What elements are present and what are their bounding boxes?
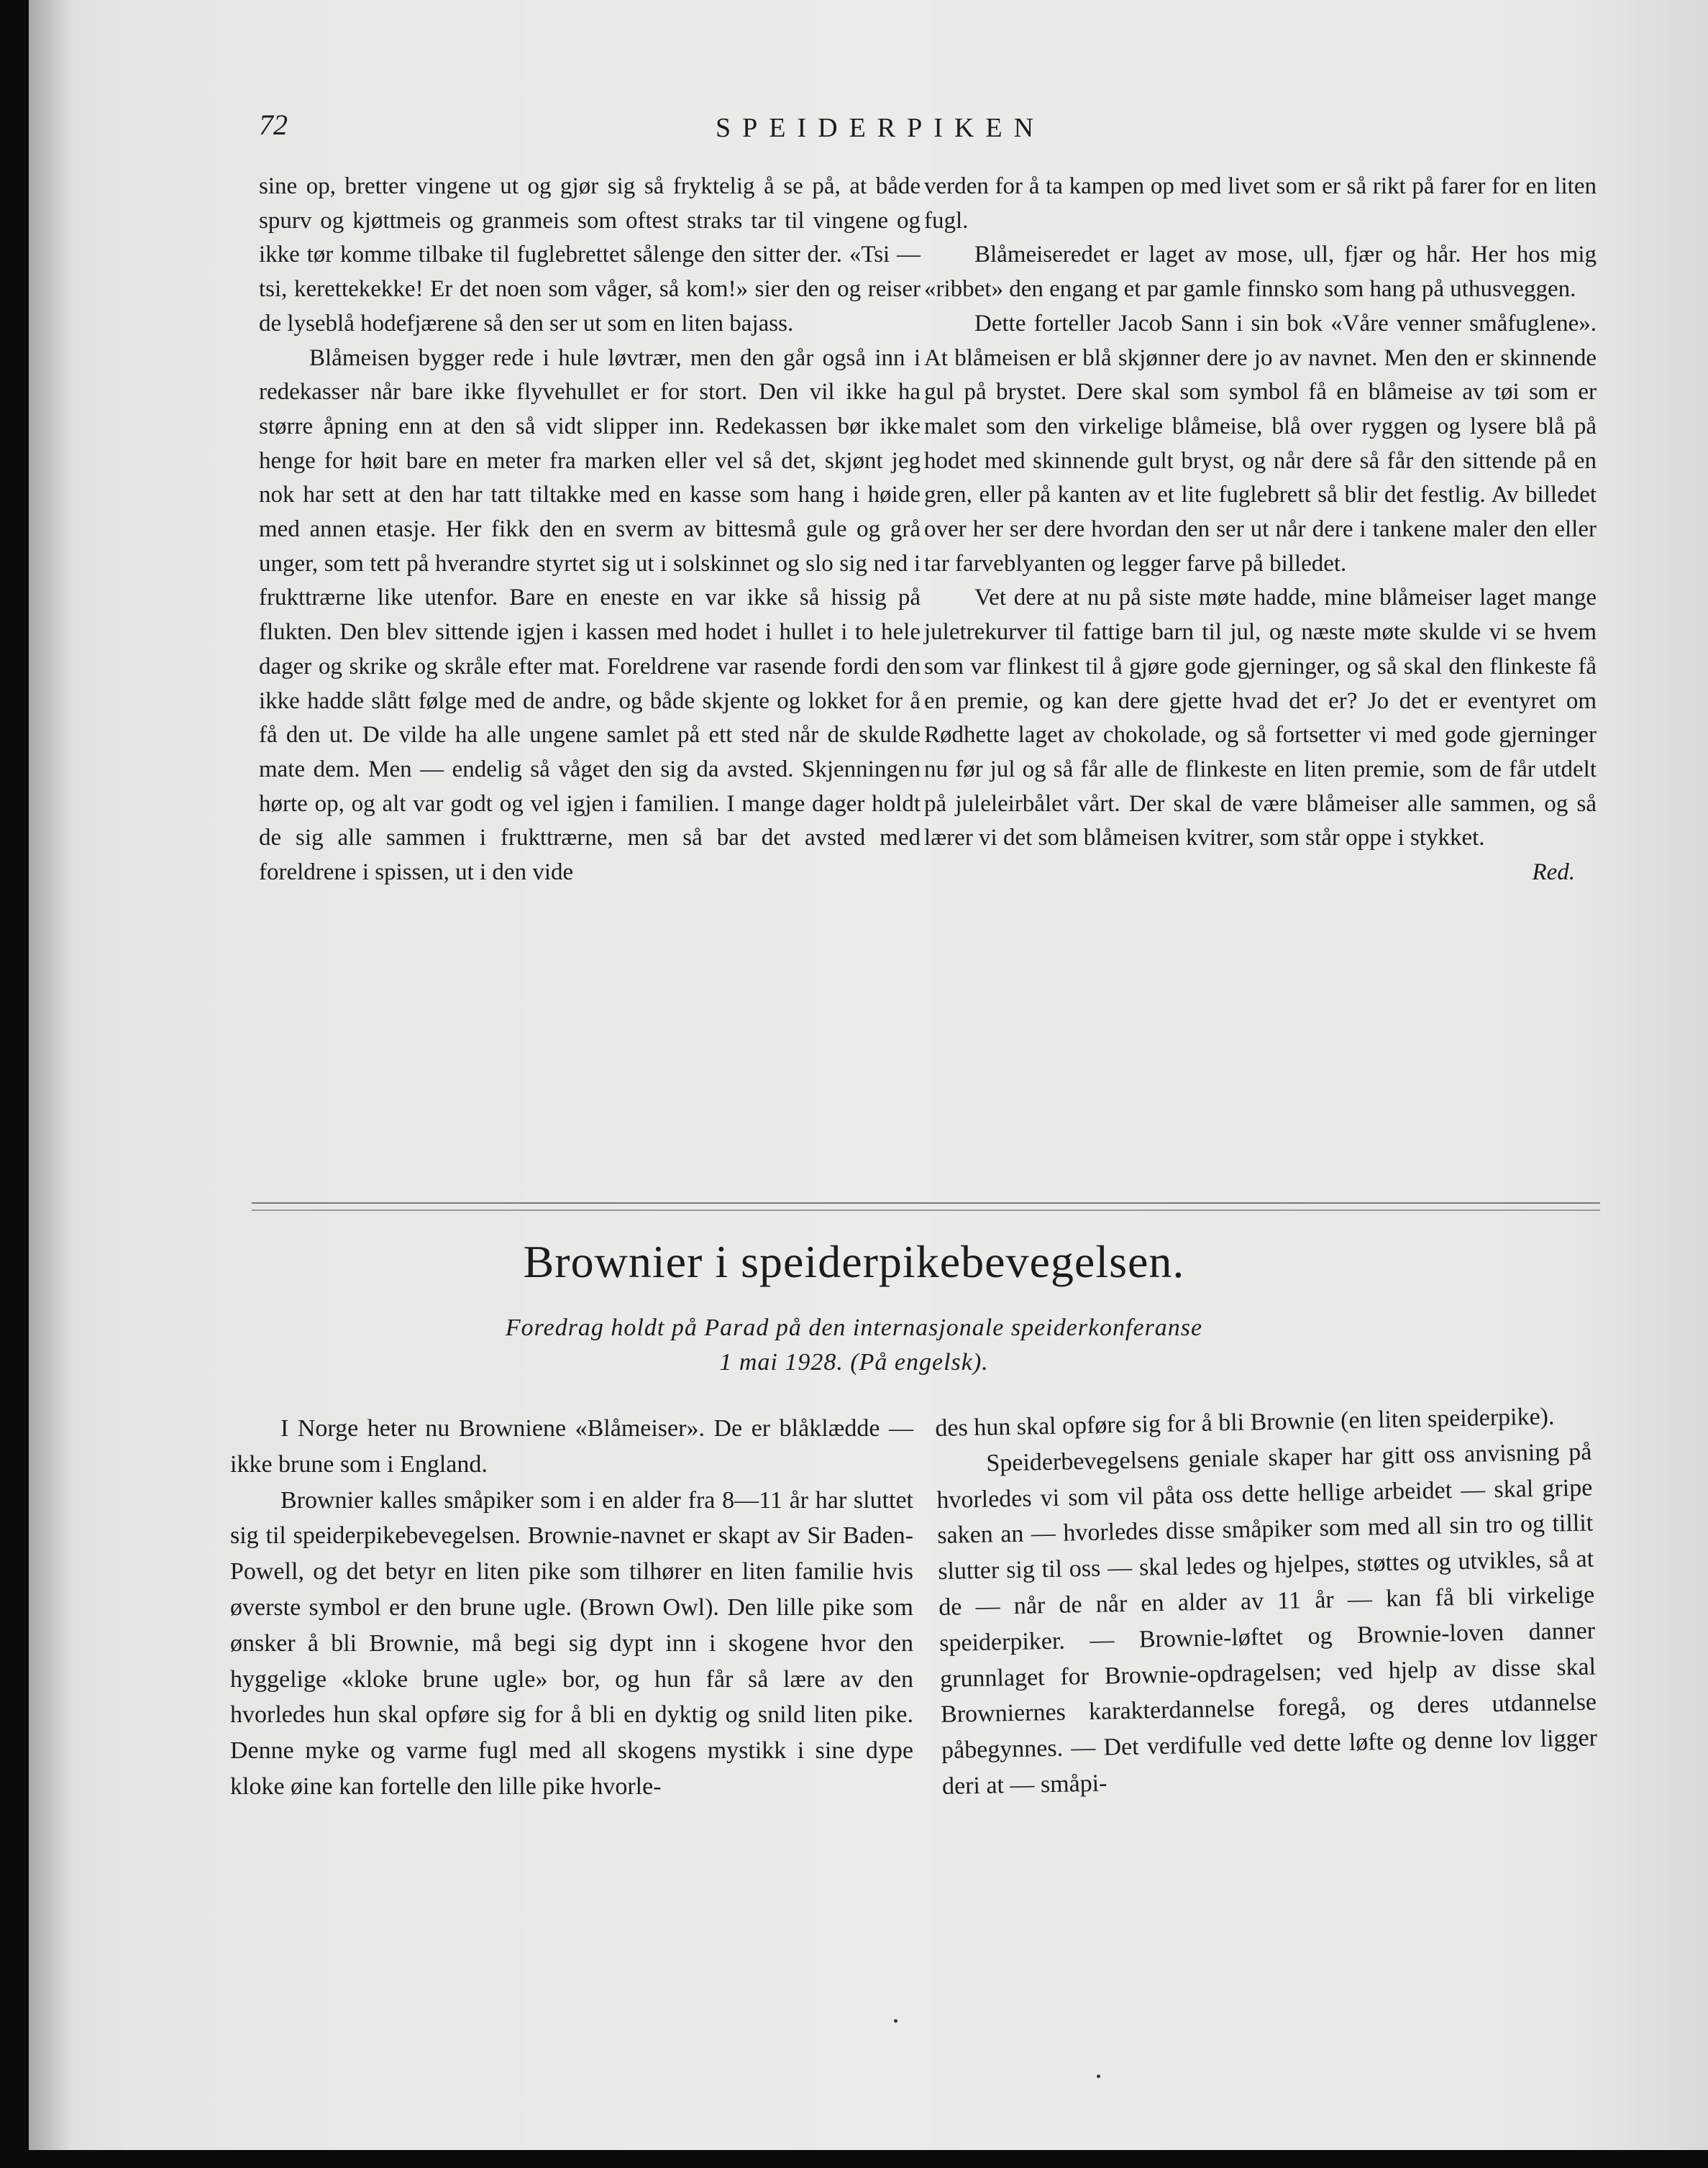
article-subtitle-line-1: Foredrag holdt på Parad på den internasjonale speiderkonferanse [505,1314,1203,1341]
article-subtitle-line-2: 1 mai 1928. (På engelsk). [719,1349,989,1376]
paragraph: Brownier kalles småpiker som i en alder fra 8—11 år har sluttet sig til speiderpikebevegelsen. Brownie-navnet er skapt av Sir Baden-Powell, og det betyr en liten pike som tilhører en liten familie hvis øverste symbol er den brune ugle. (Brown Owl). Den lille pike som ønsker å bli Brownie, må begi sig dypt inn i skogene hvor den hyggelige «kloke brune ugle» bor, og hun får så lære av den hvorledes hun skal opføre sig for å bli en dyktig og snild liten pike. Denne myke og varme fugl med all skogens mystikk i sine dype kloke øine kan fortelle den lille pike hvorle- [230,1486,913,1800]
page-binding-shadow [29,0,72,2150]
top-right-column [924,170,1597,890]
page-number: 72 [259,109,288,141]
paragraph-with-signature [924,581,1597,886]
paragraph: Vet dere at nu på siste møte hadde, mine blåmeiser laget mange juletrekurver til fattige barn til jul, og næste møte skulde vi se hvem som var flinkest til å gjøre gode gjerninger, og så skal den flinkeste få en premie, og kan dere gjette hvad det er? Jo det er eventyret om Rødhette laget av chokolade, og så fortsetter vi med gode gjerninger nu før jul og så får alle de flinkeste en liten premie, som de får utdelt på juleleirbålet vårt. Der skal de være blåmeiser alle sammen, og så lærer vi det som blåmeisen kvitrer, som står oppe i stykket. [924,585,1597,851]
paper-speck [894,2019,898,2023]
paragraph: verden for å ta kampen op med livet som er så rikt på farer for en liten fugl. [924,173,1597,234]
paragraph: Dette forteller Jacob Sann i sin bok «Våre venner småfuglene». At blåmeisen er blå skjønner dere jo av navnet. Men den er skinnende gul på brystet. Dere skal som symbol få en blåmeise av tøi som er malet som den virkelige blåmeise, blå over ryggen og lysere blå på hodet med skinnende gult bryst, og når dere så får den sittende på en gren, eller på kanten av et lite fuglebrett så blir det festlig. Av billedet over her ser dere hvordan den ser ut når dere i tankene maler den eller tar farveblyanten og legger farve på billedet. [924,310,1597,577]
section-divider [252,1202,1600,1211]
paragraph: Speiderbevegelsens geniale skaper har gitt oss anvisning på hvorledes vi som vil påta oss dette hellige arbeidet — skal gripe saken an — hvorledes disse småpiker som med all sin tro og tillit slutter sig til oss — skal ledes og hjelpes, støttes og utvikles, så at de — når de når en alder av 11 år — kan få bli virkelige speiderpiker. — Brownie-løftet og Brownie-loven danner grunnlaget for Brownie-opdragelsen; ved hjelp av disse skal Browniernes karakterdannelse foregå, og deres utdannelse påbegynnes. — Det verdifulle ved dette løfte og denne lov ligger deri at — småpi- [936,1438,1598,1800]
paragraph: des hun skal opføre sig for å bli Brownie (en liten speiderpike). [935,1403,1555,1442]
paragraph: sine op, bretter vingene ut og gjør sig så fryktelig å se på, at både spurv og kjøttmeis og granmeis som oftest straks tar til vingene og ikke tør komme tilbake til fuglebrettet sålenge den sitter der. «Tsi — tsi, kerettekekke! Er det noen som våger, så kom!» sier den og reiser de lyseblå hodefjærene så den ser ut som en liten bajass. [259,173,921,337]
running-head: SPEIDERPIKEN [716,113,1046,143]
paragraph: Blåmeiseredet er laget av mose, ull, fjær og hår. Her hos mig «ribbet» den engang et par gamle finnsko som hang på uthusveggen. [924,242,1597,303]
signature: Red. [1532,859,1575,886]
top-left-column [259,170,921,890]
article-title: Brownier i speiderpikebevegelsen. [523,1236,1185,1287]
bottom-left-column [230,1411,913,1805]
bottom-right-column [935,1398,1598,1804]
paragraph: Blåmeisen bygger rede i hule løvtrær, men den går også inn i redekasser når bare ikke flyvehullet er for stort. Den vil ikke ha større åpning enn at den så vidt slipper inn. Redekassen bør ikke henge for høit bare en meter fra marken eller vel så det, skjønt jeg nok har sett at den har tatt tiltakke med en kasse som hang i høide med annen etasje. Her fikk den en sverm av bittesmå gule og grå unger, som tett på hverandre styrtet sig ut i solskinnet og slo sig ned i frukttrærne like utenfor. Bare en eneste en var ikke så hissig på flukten. Den blev sittende igjen i kassen med hodet i hullet i to hele dager og skrike og skråle efter mat. Foreldrene var rasende fordi den ikke hadde slått følge med de andre, og både skjente og lokket for å få den ut. De vilde ha alle ungene samlet på ett sted når de skulde mate dem. Men — endelig så våget den sig da avsted. Skjenningen hørte op, og alt var godt og vel igjen i familien. I mange dager holdt de sig alle sammen i frukttrærne, men så bar det avsted med foreldrene i spissen, ut i den vide [259,344,921,886]
paragraph: I Norge heter nu Browniene «Blåmeiser». De er blåklædde — ikke brune som i England. [230,1415,913,1478]
paper-speck [1097,2075,1100,2078]
page-header [0,108,1679,151]
